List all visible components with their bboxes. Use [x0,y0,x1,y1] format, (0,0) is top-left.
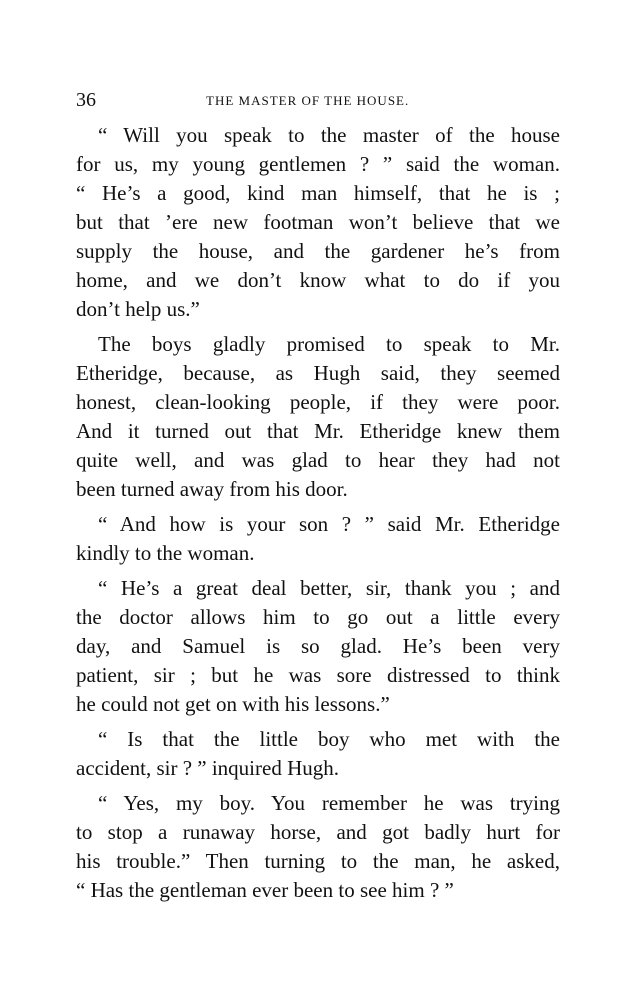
text-line: And it turned out that Mr. Etheridge knew them [76,419,560,443]
text-line: for us, my young gentlemen ? ” said the woman. [76,152,560,176]
page-number: 36 [76,89,96,111]
text-line: his trouble.” Then turning to the man, he asked, [76,849,560,873]
paragraph [76,725,560,783]
text-line: “ And how is your son ? ” said Mr. Etheridge [98,512,560,536]
text-line: day, and Samuel is so glad. He’s been very [76,634,560,658]
text-line: supply the house, and the gardener he’s from [76,239,560,263]
paragraph [76,330,560,504]
paragraph [76,510,560,568]
text-line: but that ’ere new footman won’t believe that we [76,210,560,234]
text-line: “ Has the gentleman ever been to see him ? ” [76,878,454,902]
paragraph [76,574,560,719]
paragraph [76,121,560,324]
text-line: the doctor allows him to go out a little every [76,605,560,629]
page-header [76,88,560,112]
text-line: “ Yes, my boy. You remember he was trying [98,791,560,815]
text-line: kindly to the woman. [76,541,255,565]
text-line: to stop a runaway horse, and got badly hurt for [76,820,560,844]
text-line: been turned away from his door. [76,477,348,501]
text-line: quite well, and was glad to hear they had not [76,448,560,472]
text-line: “ He’s a good, kind man himself, that he is ; [76,181,560,205]
text-line: “ He’s a great deal better, sir, thank you ; and [98,576,560,600]
text-line: honest, clean-looking people, if they were poor. [76,390,560,414]
text-line: don’t help us.” [76,297,200,321]
text-line: patient, sir ; but he was sore distressed to think [76,663,560,687]
text-line: “ Will you speak to the master of the house [98,123,560,147]
text-line: he could not get on with his lessons.” [76,692,390,716]
text-line: Etheridge, because, as Hugh said, they seemed [76,361,560,385]
body-text [76,121,560,911]
text-line: “ Is that the little boy who met with the [98,727,560,751]
text-line: accident, sir ? ” inquired Hugh. [76,756,339,780]
text-line: home, and we don’t know what to do if you [76,268,560,292]
text-line: The boys gladly promised to speak to Mr. [98,332,560,356]
paragraph [76,789,560,905]
running-title: THE MASTER OF THE HOUSE. [206,93,410,108]
